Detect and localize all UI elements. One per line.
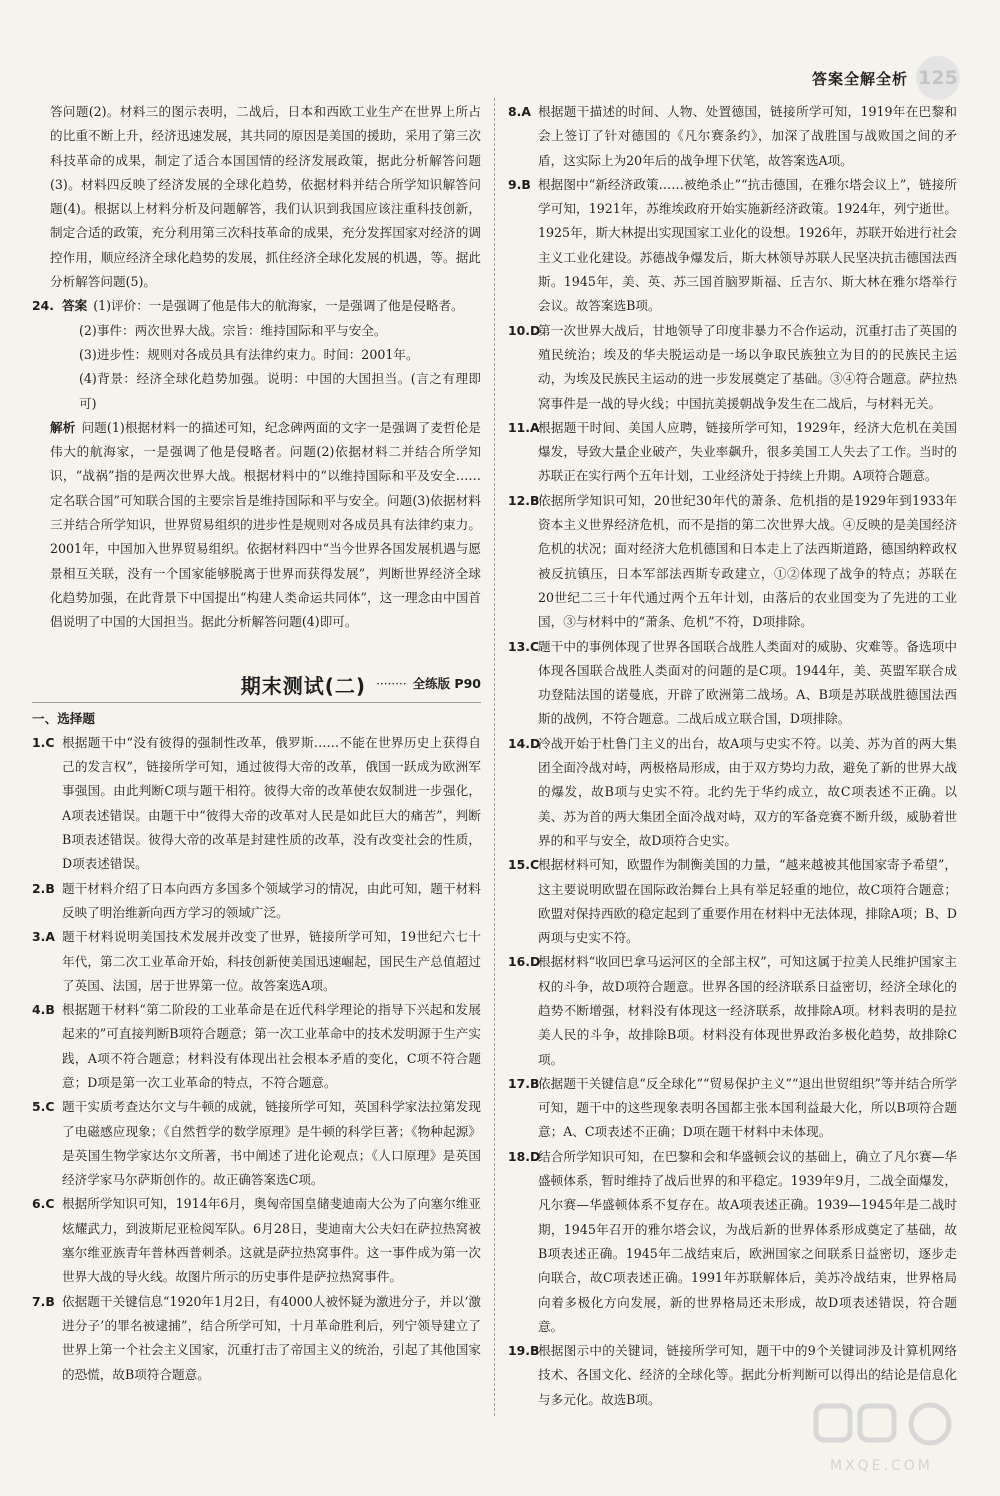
answer-item (508, 489, 957, 635)
left-column (32, 100, 481, 1387)
exam-reference: 全练版 P90 (412, 676, 481, 692)
watermark-text: MXQE.COM (830, 1458, 933, 1474)
answer-item (32, 1192, 481, 1289)
answer-item (32, 877, 481, 926)
item-text: 依据所学知识可知，20世纪30年代的萧条、危机指的是1929年到1933年资本主义世界经济危机，而不是指的第二次世界大战。④反映的是美国经济危机的状况；面对经济大危机德国和日本走上了法西斯道路，德国纳粹政权被反抗镇压，日本军部法西斯专政建立，①②体现了战争的特点；苏联在20世纪二三十年代通过两个五年计划，由落后的农业国变为了先进的工业国，③与材料中的“萧条、危机”不符，D项排除。 (538, 492, 957, 630)
watermark-stamp-icon (816, 1405, 949, 1443)
item-text: 结合所学知识可知，在巴黎和会和华盛顿会议的基础上，确立了凡尔赛—华盛顿体系，暂时维持了战后世界的和平稳定。1939年9月，二战全面爆发，凡尔赛—华盛顿体系不复存在。故A项表述正确。1939—1945年是二战时期，1945年召开的雅尔塔会议，为战后新的世界体系形成奠定了基础，故B项表述正确。1945年二战结束后，欧洲国家之间联系日益密切，逐步走向联合，故C项表述正确。1991年苏联解体后，美苏冷战结束，世界格局向着多极化方向发展，新的世界格局还未形成，故D项表述错误，符合题意。 (538, 1148, 957, 1334)
item-text: 第一次世界大战后，甘地领导了印度非暴力不合作运动，沉重打击了英国的殖民统治；埃及的华夫脱运动是一场以争取民族独立为目的的民族民主运动，为埃及民族民主运动的进一步发展奠定了基础。③④符合题意。萨拉热窝事件是一战的导火线；中国抗美援朝战争发生在二战后，与材料无关。 (538, 322, 957, 411)
item-number: 6.C (32, 1196, 55, 1212)
q24-block (32, 294, 481, 318)
answer-item (32, 925, 481, 998)
page-header (812, 58, 960, 98)
item-text: 题干实质考查达尔文与牛顿的成就，链接所学可知，英国科学家法拉第发现了电磁感应现象；《自然哲学的数学原理》是牛顿的科学巨著；《物种起源》是英国生物学家达尔文所著，书中阐述了进化论观点；《人口原理》是英国经济学家马尔萨斯创作的。故正确答案选C项。 (62, 1099, 481, 1188)
item-number: 17.B (508, 1075, 540, 1091)
item-text: 根据题干材料“第二阶段的工业革命是在近代科学理论的指导下兴起和发展起来的”可直接判断B项符合题意；第一次工业革命中的技术发明源于生产实践，A项不符合题意；材料没有体现出社会根本矛盾的变化，C项不符合题意；D项是第一次工业革命的特点，不符合题意。 (62, 1002, 481, 1090)
item-text: 根据材料“收回巴拿马运河区的全部主权”，可知这属于拉美人民维护国家主权的斗争，故D项符合题意。世界各国的经济联系日益密切，经济全球化的趋势不断增强，材料没有体现这一经济联系，故排除A项。材料表明的是拉美人民的斗争，故排除B项。材料没有体现世界政治多极化趋势，故排除C项。 (538, 954, 957, 1067)
exam-title: 期末测试(二) (240, 674, 367, 699)
item-text: 根据材料可知，欧盟作为制衡美国的力量，“越来越被其他国家寄予希望”，这主要说明欧盟在国际政治舞台上具有举足轻重的地位，故C项符合题意；欧盟对保持西欧的稳定起到了重要作用在材料中无法体现，排除A项；B、D两项与史实不符。 (538, 857, 957, 946)
item-number: 1.C (32, 734, 55, 750)
item-number: 16.D (508, 954, 541, 970)
answer-item (508, 635, 957, 732)
analysis-label: 解析 (50, 419, 76, 435)
header-title: 答案全解全析 (811, 69, 908, 88)
answer-item (508, 319, 957, 416)
exam-dots: ········ (376, 677, 407, 692)
item-text: 根据题干中“没有彼得的强制性改革，俄罗斯……不能在世界历史上获得自己的发言权”，链接所学可知，通过彼得大帝的改革，俄国一跃成为欧洲军事强国。由此判断C项与题干相符。彼得大帝的改革使农奴制进一步强化，A项表述错误。由题干中“彼得大帝的改革对人民是如此巨大的痛苦”，判断B项表述错误。彼得大帝的改革是封建性质的改革，没有改变社会的性质，D项表述错误。 (62, 734, 481, 872)
item-number: 11.A (508, 419, 540, 435)
q24-number: 24. (32, 298, 54, 314)
answer-item (508, 173, 957, 319)
answer-item (508, 416, 957, 489)
answer-item (32, 731, 481, 877)
item-text: 冷战开始于杜鲁门主义的出台，故A项与史实不符。以美、苏为首的两大集团全面冷战对峙，两极格局形成，由于双方势均力敌，避免了新的世界大战的爆发，故B项与史实不符。北约先于华约成立，故C项表述不正确。以美、苏为首的两大集团全面冷战对峙，双方的军备竞赛不断升级，威胁着世界的和平与安全，故D项符合史实。 (538, 735, 957, 848)
item-number: 4.B (32, 1002, 55, 1018)
answer-item (508, 853, 957, 950)
answer-item (508, 732, 957, 853)
item-number: 18.D (508, 1148, 541, 1164)
item-number: 19.B (508, 1343, 540, 1359)
item-text: 根据所学知识可知，1914年6月，奥匈帝国皇储斐迪南大公为了向塞尔维亚炫耀武力，到波斯尼亚检阅军队。6月28日，斐迪南大公夫妇在萨拉热窝被塞尔维亚族青年普林西普刺杀。这就是萨拉热窝事件。这一事件成为第一次世界大战的导火线。故图片所示的历史事件是萨拉热窝事件。 (62, 1196, 481, 1285)
answer-item (32, 1095, 481, 1192)
item-number: 8.A (508, 104, 531, 119)
item-text: 根据题干时间、美国人应聘，链接所学可知，1929年，经济大危机在美国爆发，导致大量企业破产，失业率飙升，很多美国工人失去了工作。当时的苏联正在实行两个五年计划，工业经济处于持续上升期。A项符合题意。 (538, 419, 957, 484)
item-text: 根据图中“新经济政策……被绝杀止”“抗击德国，在雅尔塔会议上”，链接所学可知，1921年，苏维埃政府开始实施新经济政策。1924年，列宁逝世。1925年，斯大林提出实现国家工业化的设想。1926年，苏联开始进行社会主义工业化建设。苏德战争爆发后，斯大林领导苏联人民坚决抗击德国法西斯。1945年，美、英、苏三国首脑罗斯福、丘吉尔、斯大林在雅尔塔举行会议。故答案选B项。 (538, 176, 957, 314)
exam-rule (32, 702, 481, 703)
answer-item (32, 1290, 481, 1387)
item-number: 3.A (32, 929, 55, 945)
item-number: 14.D (508, 735, 541, 751)
column-divider (494, 98, 495, 1416)
item-text: 依据题干关键信息“反全球化”“贸易保护主义”“退出世贸组织”等并结合所学可知，题干中的这些现象表明各国都主张本国利益最大化，所以B项符合题意；A、C项表述不正确；D项在题干材料中未体现。 (538, 1075, 957, 1140)
answer-item (508, 950, 957, 1071)
answer-item (508, 100, 957, 173)
page-number: 125 (916, 56, 960, 100)
exam-header (32, 665, 481, 699)
right-column (508, 100, 957, 1412)
q24-answer-3: (3)进步性：规则对各成员具有法律约束力。时间：2001年。 (79, 346, 419, 362)
answer-label: 答案 (62, 298, 88, 314)
item-text: 题干材料说明美国技术发展并改变了世界，链接所学可知，19世纪六七十年代，第二次工业革命开始，科技创新使美国迅速崛起，国民生产总值超过了英国、法国，居于世界第一位。故答案选A项。 (62, 929, 481, 993)
item-text: 依据题干关键信息“1920年1月2日，有4000人被怀疑为激进分子，并以‘激进分子’的罪名被逮捕”，结合所学可知，十月革命胜利后，列宁领导建立了世界上第一个社会主义国家，沉重打击了帝国主义的统治，引起了其他国家的恐慌，故B项符合题意。 (62, 1293, 481, 1382)
q24-answer-1: (1)评价：一是强调了他是伟大的航海家，一是强调了他是侵略者。 (93, 298, 464, 314)
item-text: 根据题干描述的时间、人物、处置德国，链接所学可知，1919年在巴黎和会上签订了针对德国的《凡尔赛条约》，加深了战胜国与战败国之间的矛盾，这实际上为20年后的战争埋下伏笔，故答案选A项。 (538, 104, 957, 168)
item-text: 根据图示中的关键词，链接所学可知，题干中的9个关键词涉及计算机网络技术、各国文化、经济的全球化等。据此分析判断可以得出的结论是信息化与多元化。故选B项。 (538, 1343, 957, 1407)
answer-item (508, 1145, 957, 1339)
item-number: 10.D (508, 322, 541, 338)
item-text: 题干材料介绍了日本向西方多国多个领域学习的情况，由此可知，题干材料反映了明治维新向西方学习的领域广泛。 (62, 880, 481, 920)
answer-item (32, 998, 481, 1095)
watermark-logo (808, 1398, 978, 1480)
item-number: 7.B (32, 1293, 55, 1309)
q24-analysis-text: 问题(1)根据材料一的描述可知，纪念碑两面的文字一是强调了麦哲伦是伟大的航海家，一是强调了他是侵略者。问题(2)依据材料二并结合所学知识，“战祸”指的是两次世界大战。根据材料中的“以维持国际和平及安全……定名联合国”可知联合国的主要宗旨是维持国际和平与安全。问题(3)依据材料三并结合所学知识，世界贸易组织的进步性是规则对各成员具有法律约束力。2001年，中国加入世界贸易组织。依据材料四中“当今世界各国发展机遇与愿景相互关联，没有一个国家能够脱离于世界而获得发展”，判断世界经济全球化趋势加强，在此背景下中国提出“构建人类命运共同体”，这一理念由中国首倡说明了中国的大国担当。据此分析解答问题(4)即可。 (50, 419, 482, 630)
section-title: 一、选择题 (32, 710, 95, 726)
item-number: 15.C (508, 857, 540, 873)
intro-paragraph: 答问题(2)。材料三的图示表明，二战后，日本和西欧工业生产在世界上所占的比重不断上升，经济迅速发展，其共同的原因是美国的援助，采用了第三次科技革命的成果，制定了适合本国国情的经济发展政策，据此分析解答问题(3)。材料四反映了经济发展的全球化趋势，依据材料并结合所学知识解答问题(4)。根据以上材料分析及问题解答，我们认识到我国应该注重科技创新，制定合适的政策，充分利用第三次科技革命的成果，充分发挥国家对经济的调控作用，顺应经济全球化趋势的发展，抓住经济全球化发展的机遇，等。据此分析解答问题(5)。 (50, 104, 481, 290)
item-text: 题干中的事例体现了世界各国联合战胜人类面对的威胁、灾难等。备选项中体现各国联合战胜人类面对的问题的是C项。1944年，美、英盟军联合成功登陆法国的诺曼底，开辟了欧洲第二战场。A、B项是苏联战胜德国法西斯的战例，不符合题意。二战后成立联合国，D项排除。 (538, 638, 957, 727)
q24-analysis (32, 416, 481, 635)
item-number: 5.C (32, 1099, 55, 1115)
q24-answer-2: (2)事件：两次世界大战。宗旨：维持国际和平与安全。 (79, 322, 387, 338)
answer-item (508, 1072, 957, 1145)
q24-answer-4: (4)背景：经济全球化趋势加强。说明：中国的大国担当。(言之有理即可) (79, 371, 481, 411)
item-number: 12.B (508, 492, 540, 508)
item-number: 2.B (32, 880, 55, 896)
item-number: 13.C (508, 638, 540, 654)
item-number: 9.B (508, 176, 531, 192)
